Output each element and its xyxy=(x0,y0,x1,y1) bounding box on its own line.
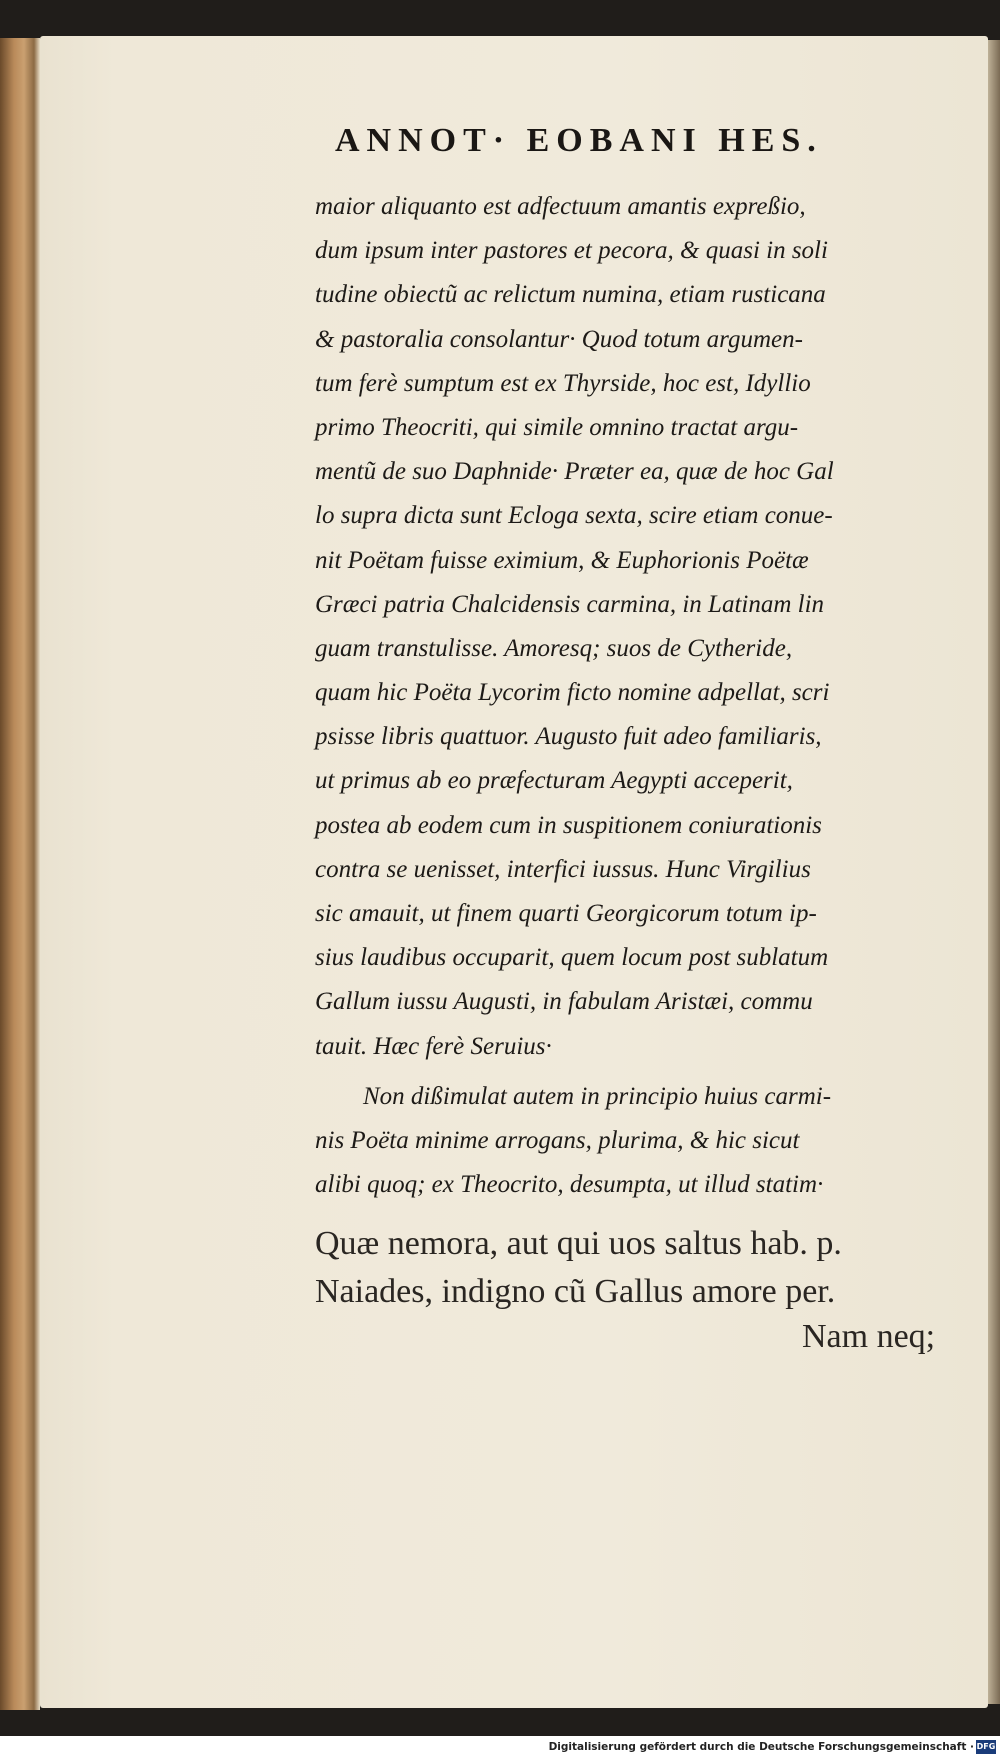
text-line: & pastoralia consolantur· Quod totum argumen- xyxy=(315,325,803,353)
text-line: nis Poëta minime arrogans, plurima, & hic sicut xyxy=(315,1127,800,1155)
text-line: mentũ de suo Daphnide· Præter ea, quæ de hoc Gal xyxy=(315,458,834,486)
text-line: Gallum iussu Augusti, in fabulam Aristæi, commu xyxy=(315,988,813,1016)
text-line: sius laudibus occuparit, quem locum post sublatum xyxy=(315,944,829,972)
text-line: contra se uenisset, interfici iussus. Hunc Virgilius xyxy=(315,855,811,883)
text-line: primo Theocriti, qui simile omnino tractat argu- xyxy=(315,413,799,441)
text-line: alibi quoq; ex Theocrito, desumpta, ut illud statim· xyxy=(315,1171,824,1199)
text-line: maior aliquanto est adfectuum amantis expreßio, xyxy=(315,193,806,220)
text-line: guam transtulisse. Amoresq; suos de Cytheride, xyxy=(315,634,793,662)
text-line: quam hic Poëta Lycorim ficto nomine adpellat, scri xyxy=(315,679,830,707)
catchword: Nam neq; xyxy=(802,1318,936,1355)
dfg-logo-icon: DFG xyxy=(976,1740,996,1754)
text-line: Quæ nemora, aut qui uos saltus hab. p. xyxy=(315,1225,842,1262)
text-line: tum ferè sumptum est ex Thyrside, hoc est, Idyllio xyxy=(315,369,811,397)
text-line: dum ipsum inter pastores et pecora, & quasi in soli xyxy=(315,237,828,265)
commentary-paragraph xyxy=(315,185,977,1069)
text-line: postea ab eodem cum in suspitionem coniurationis xyxy=(315,811,822,839)
text-line: ut primus ab eo præfecturam Aegypti acceperit, xyxy=(315,767,793,795)
text-line: nit Poëtam fuisse eximium, & Euphorionis Poëtæ xyxy=(315,546,809,574)
text-line: Non dißimulat autem in principio huius carmi- xyxy=(363,1083,832,1110)
text-line: tauit. Hæc ferè Seruius· xyxy=(315,1032,552,1060)
book-fore-edge xyxy=(0,38,40,1710)
text-line: psisse libris quattuor. Augusto fuit adeo familiaris, xyxy=(315,723,822,751)
footer-credit: Digitalisierung gefördert durch die Deutsche Forschungsgemeinschaft · xyxy=(548,1741,974,1753)
text-line: lo supra dicta sunt Ecloga sexta, scire etiam conue- xyxy=(315,502,833,530)
running-head: ANNOT· EOBANI HES. xyxy=(335,122,823,159)
commentary-paragraph-2 xyxy=(315,1075,977,1208)
text-line: tudine obiectũ ac relictum numina, etiam rusticana xyxy=(315,281,826,309)
text-line: sic amauit, ut finem quarti Georgicorum totum ip- xyxy=(315,900,817,927)
text-line: Naiades, indigno cũ Gallus amore per. xyxy=(315,1273,836,1310)
text-line: Græci patria Chalcidensis carmina, in Latinam lin xyxy=(315,590,825,618)
verse-quotation xyxy=(315,1220,977,1316)
